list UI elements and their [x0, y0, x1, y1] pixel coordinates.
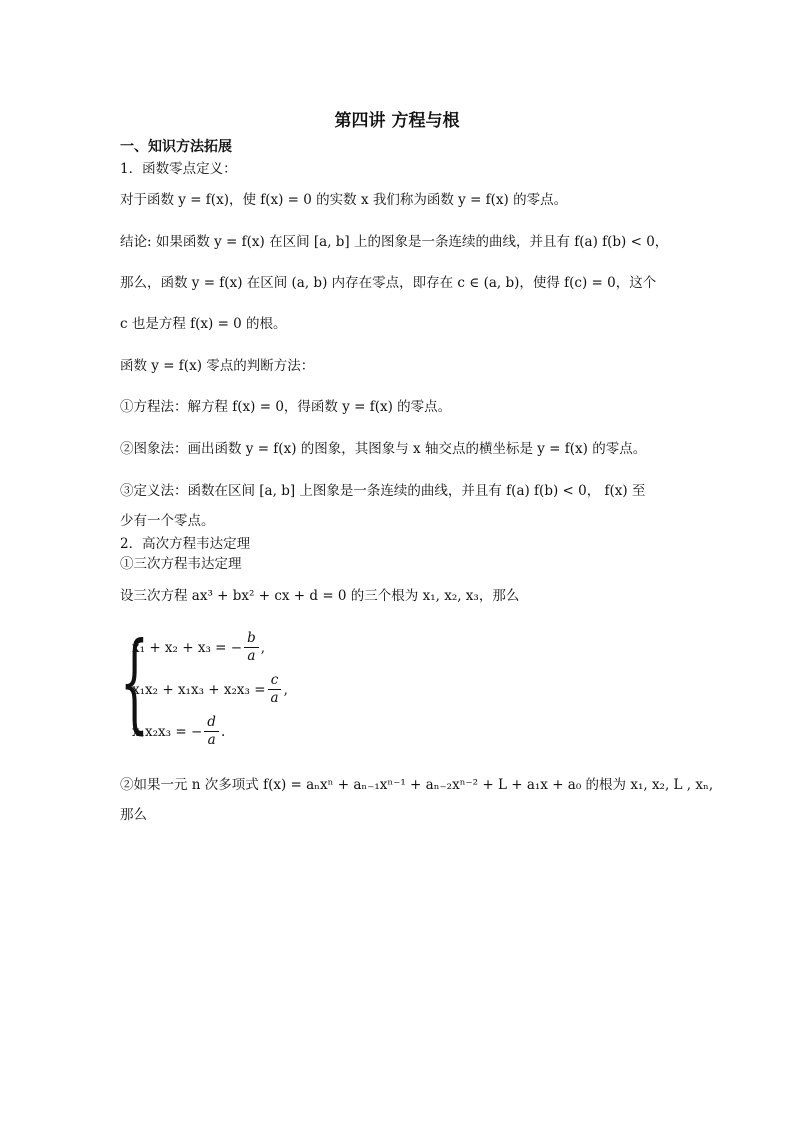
- item-heading-1: 1．函数零点定义：: [120, 161, 237, 177]
- eq1-numerator: b: [244, 630, 259, 648]
- eq2-denominator: a: [270, 690, 279, 706]
- eq3-numerator: d: [204, 714, 219, 732]
- eq3-denominator: a: [207, 732, 216, 748]
- cubic-intro: 设三次方程 ax³ + bx² + cx + d = 0 的三个根为 x₁, x₂, x₃，那么: [120, 588, 520, 604]
- method-3-line-1: ③定义法：函数在区间 [a, b] 上图象是一条连续的曲线，并且有 f(a) f(b) < 0， f(x) 至: [120, 483, 646, 499]
- polynomial-line-1: ②如果一元 n 次多项式 f(x) = aₙxⁿ + aₙ₋₁xⁿ⁻¹ + aₙ₋₂xⁿ⁻² + L + a₁x + a₀ 的根为 x₁, x₂, L , xₙ,: [120, 777, 714, 793]
- left-brace: {: [120, 620, 149, 745]
- vieta-equation-1: [132, 630, 265, 665]
- vieta-equation-2: [132, 672, 288, 707]
- eq3-fraction: [204, 714, 219, 749]
- page-title: 第四讲 方程与根: [334, 111, 460, 131]
- eq1-left: x₁ + x₂ + x₃ = −: [132, 639, 243, 656]
- polynomial-line-2: 那么: [120, 807, 147, 823]
- eq1-tail: ,: [260, 639, 266, 656]
- method-1: ①方程法：解方程 f(x) = 0，得函数 y = f(x) 的零点。: [120, 399, 452, 415]
- eq2-tail: ,: [283, 681, 288, 698]
- eq3-left: x₁x₂x₃ = −: [132, 723, 203, 740]
- eq1-denominator: a: [247, 648, 256, 664]
- definition-line: 对于函数 y = f(x)，使 f(x) = 0 的实数 x 我们称为函数 y = f(x) 的零点。: [120, 192, 568, 208]
- section-heading-1: 一、知识方法拓展: [120, 139, 232, 155]
- vieta-system: [120, 620, 320, 754]
- eq3-tail: .: [220, 723, 226, 740]
- eq2-numerator: c: [268, 672, 282, 690]
- eq2-left: x₁x₂ + x₁x₃ + x₂x₃ =: [132, 681, 266, 698]
- conclusion-line-2: 那么，函数 y = f(x) 在区间 (a, b) 内存在零点，即存在 c ∈ (a, b)，使得 f(c) = 0，这个: [120, 275, 657, 291]
- eq2-fraction: [268, 672, 282, 707]
- judge-method-title: 函数 y = f(x) 零点的判断方法：: [120, 358, 315, 374]
- method-2: ②图象法：画出函数 y = f(x) 的图象，其图象与 x 轴交点的横坐标是 y = f(x) 的零点。: [120, 441, 647, 457]
- sub-heading-1: ①三次方程韦达定理: [120, 556, 242, 572]
- eq1-fraction: [244, 630, 259, 665]
- conclusion-line-1: 结论: 如果函数 y = f(x) 在区间 [a, b] 上的图象是一条连续的曲线，并且有 f(a) f(b) < 0，: [120, 234, 669, 250]
- conclusion-line-3: c 也是方程 f(x) = 0 的根。: [120, 316, 287, 332]
- vieta-equation-3: [132, 714, 225, 749]
- item-heading-2: 2．高次方程韦达定理: [120, 536, 251, 552]
- method-3-line-2: 少有一个零点。: [120, 513, 215, 529]
